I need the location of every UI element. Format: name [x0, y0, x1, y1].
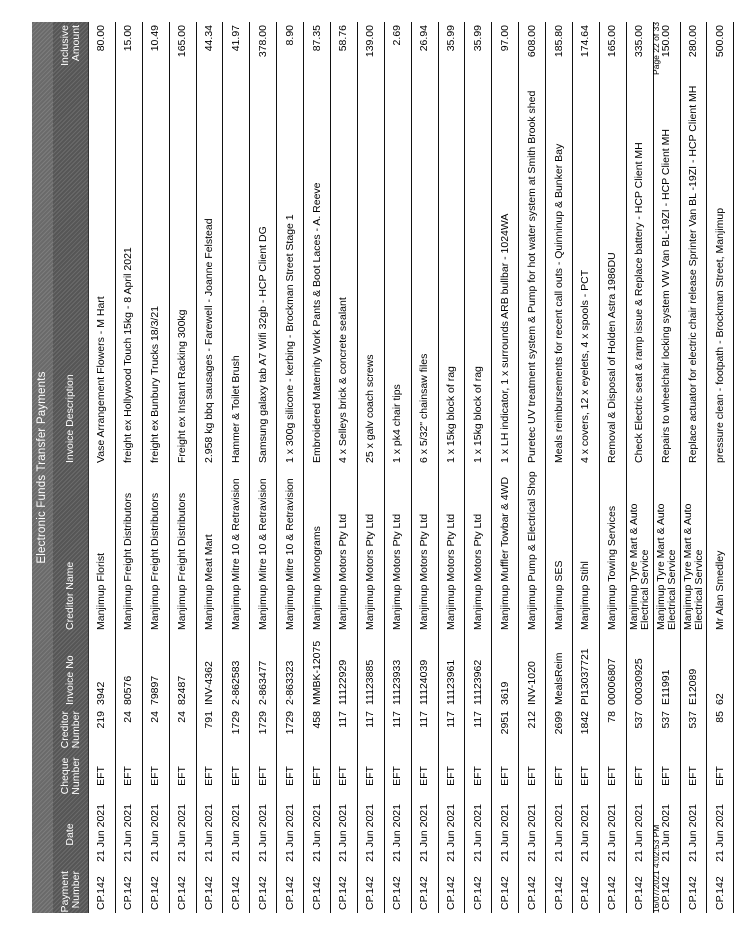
table-row: [277, 22, 304, 913]
creditor-name-cell: Manjimup Tyre Mart & Auto Electrical Service: [654, 503, 678, 630]
cheque-number-cell: EFT: [633, 766, 646, 786]
date-cell: 21 Jun 2021: [498, 804, 511, 862]
amount-cell: 139.00: [364, 25, 377, 58]
date-cell: 21 Jun 2021: [95, 804, 108, 862]
invoice-description-cell: Repairs to wheelchair locking system VW Van BL-19ZI - HCP Client MH: [660, 129, 673, 463]
amount-cell: 280.00: [687, 25, 700, 58]
table-row: [492, 22, 519, 913]
creditor-number-cell: 117: [471, 711, 484, 728]
invoice-no-cell: E11991: [660, 669, 673, 705]
date-cell: 21 Jun 2021: [176, 804, 189, 862]
invoice-description-cell: 1 x 15kg block of rag: [471, 366, 484, 463]
cheque-number-cell: EFT: [337, 766, 350, 786]
date-cell: 21 Jun 2021: [471, 804, 484, 862]
creditor-name-cell: Manjimup Mitre 10 & Retravision: [229, 478, 242, 630]
payment-number-cell: CP.142: [310, 876, 323, 910]
amount-cell: 378.00: [256, 25, 269, 58]
table-row: [707, 22, 734, 913]
column-header-cheque-number: Cheque Number: [58, 757, 82, 795]
date-cell: 21 Jun 2021: [229, 804, 242, 862]
payment-number-cell: CP.142: [579, 876, 592, 910]
table-row: [358, 22, 385, 913]
invoice-description-cell: freight ex Hollywood Touch 15kg - 8 April 2021: [122, 247, 135, 463]
payment-number-cell: CP.142: [687, 876, 700, 910]
table-row: [546, 22, 573, 913]
payment-number-cell: CP.142: [633, 876, 646, 910]
table-row: [519, 22, 546, 913]
payment-number-cell: CP.142: [364, 876, 377, 910]
table-row: [304, 22, 331, 913]
invoice-no-cell: 11123933: [391, 659, 404, 705]
date-cell: 21 Jun 2021: [364, 804, 377, 862]
invoice-description-cell: 4 x covers, 12 x eyelets, 4 x spools - PCT: [579, 269, 592, 463]
column-header-creditor-number: Creditor Number: [58, 711, 82, 749]
invoice-description-cell: 1 x LH indicator, 1 x surrounds ARB bullbar - 1024WA: [498, 213, 511, 463]
creditor-name-cell: Manjimup Motors Pty Ltd: [391, 513, 404, 630]
cheque-number-cell: EFT: [606, 766, 619, 786]
creditor-number-cell: 24: [122, 711, 135, 723]
creditor-name-cell: Manjimup SES: [552, 560, 565, 630]
payment-number-cell: CP.142: [256, 876, 269, 910]
cheque-number-cell: EFT: [283, 766, 296, 786]
amount-cell: 10.49: [149, 25, 162, 52]
payment-number-cell: CP.142: [606, 876, 619, 910]
table-row: [223, 22, 250, 913]
invoice-no-cell: MealsReim: [552, 652, 565, 705]
amount-cell: 97.00: [498, 25, 511, 52]
table-row: [89, 22, 116, 913]
invoice-description-cell: 1 x pk4 chair tips: [391, 384, 404, 463]
payment-number-cell: CP.142: [391, 876, 404, 910]
printed-timestamp: 16/07/2021 4:02:53 PM: [651, 824, 661, 913]
payment-number-cell: CP.142: [471, 876, 484, 910]
column-header-row: [53, 22, 89, 913]
cheque-number-cell: EFT: [471, 766, 484, 786]
table-row: [439, 22, 466, 913]
amount-cell: 26.94: [418, 25, 431, 52]
creditor-name-cell: Manjimup Muffler Towbar & 4WD: [498, 476, 511, 630]
creditor-name-cell: Manjimup Florist: [95, 552, 108, 630]
creditor-number-cell: 537: [687, 711, 700, 729]
invoice-no-cell: 62: [713, 693, 726, 705]
creditor-name-cell: Manjimup Motors Pty Ltd: [337, 513, 350, 630]
page-number: Page 22 of 33: [651, 22, 661, 75]
invoice-no-cell: 00006807: [606, 658, 619, 705]
cheque-number-cell: EFT: [122, 766, 135, 786]
payment-number-cell: CP.142: [203, 876, 215, 910]
creditor-name-cell: Manjimup Freight Distributors: [122, 492, 135, 630]
table-row: [170, 22, 197, 913]
payment-number-cell: CP.142: [122, 876, 135, 910]
column-header-invoice-no: Invoice No: [64, 655, 76, 705]
invoice-no-cell: 11122929: [337, 659, 350, 705]
amount-cell: 165.00: [176, 25, 189, 58]
creditor-name-cell: Manjimup Freight Distributors: [149, 492, 162, 630]
creditor-number-cell: 117: [418, 711, 431, 728]
creditor-name-cell: Manjimup Motors Pty Ltd: [471, 513, 484, 630]
cheque-number-cell: EFT: [579, 766, 592, 786]
date-cell: 21 Jun 2021: [310, 804, 323, 862]
payment-number-cell: CP.142: [525, 876, 538, 910]
invoice-no-cell: 11123962: [471, 659, 484, 705]
date-cell: 21 Jun 2021: [391, 804, 404, 862]
creditor-number-cell: 212: [525, 711, 538, 729]
column-header-date: Date: [64, 823, 76, 846]
invoice-no-cell: INV-4362: [203, 661, 215, 705]
creditor-number-cell: 24: [149, 711, 162, 723]
creditor-number-cell: 1729: [283, 711, 296, 735]
date-cell: 21 Jun 2021: [633, 804, 646, 862]
creditor-number-cell: 78: [606, 711, 619, 723]
cheque-number-cell: EFT: [498, 766, 511, 786]
cheque-number-cell: EFT: [418, 766, 431, 786]
date-cell: 21 Jun 2021: [122, 804, 135, 862]
invoice-description-cell: Puretec UV treatment system & Pump for hot water system at Smith Brook shed: [525, 90, 538, 463]
amount-cell: 58.76: [337, 25, 350, 52]
invoice-description-cell: pressure clean - footpath - Brockman Street, Manjimup: [713, 207, 726, 463]
payment-number-cell: CP.142: [95, 876, 108, 910]
creditor-number-cell: 458: [310, 711, 323, 729]
cheque-number-cell: EFT: [176, 766, 189, 786]
date-cell: 21 Jun 2021: [203, 804, 215, 862]
creditor-number-cell: 1729: [229, 711, 242, 735]
column-header-creditor-name: Creditor Name: [64, 561, 76, 630]
creditor-number-cell: 537: [633, 711, 646, 729]
amount-cell: 174.64: [579, 25, 592, 58]
invoice-description-cell: 2.958 kg bbq sausages - Farewell - Joanne Felstead: [203, 218, 215, 463]
column-header-payment-number: Payment Number: [58, 871, 82, 913]
date-cell: 21 Jun 2021: [552, 804, 565, 862]
creditor-name-cell: Manjimup Freight Distributors: [176, 492, 189, 630]
date-cell: 21 Jun 2021: [256, 804, 269, 862]
invoice-description-cell: 1 x 300g silicone - kerbing - Brockman Street Stage 1: [283, 214, 296, 463]
cheque-number-cell: EFT: [445, 766, 458, 786]
invoice-description-cell: Samsung galaxy tab A7 Wifi 32gb - HCP Client DG: [256, 226, 269, 463]
invoice-no-cell: 2-862583: [229, 660, 242, 705]
table-row: [385, 22, 412, 913]
creditor-name-cell: Manjimup Monograms: [310, 526, 323, 630]
payment-number-cell: CP.142: [149, 876, 162, 910]
date-cell: 21 Jun 2021: [687, 804, 700, 862]
creditor-number-cell: 117: [445, 711, 458, 728]
cheque-number-cell: EFT: [687, 766, 700, 786]
invoice-no-cell: E12089: [687, 668, 700, 705]
invoice-description-cell: Embroidered Maternity Work Pants & Boot Laces - A. Reeve: [310, 182, 323, 463]
amount-cell: 185.80: [552, 25, 565, 58]
invoice-description-cell: Removal & Disposal of Holden Astra 1986DU: [606, 252, 619, 463]
creditor-name-cell: Manjimup Motors Pty Ltd: [445, 513, 458, 630]
invoice-description-cell: Replace actuator for electric chair release Sprinter Van BL -19ZI - HCP Client MH: [687, 85, 700, 463]
invoice-no-cell: INV-1020: [525, 661, 538, 705]
invoice-description-cell: Hammer & Toilet Brush: [229, 355, 242, 463]
invoice-no-cell: 3619: [498, 681, 511, 705]
invoice-description-cell: 4 x Selleys brick & concrete sealant: [337, 297, 350, 463]
table-row: [250, 22, 277, 913]
payment-number-cell: CP.142: [418, 876, 431, 910]
invoice-no-cell: 3942: [95, 681, 108, 705]
creditor-name-cell: Manjimup Stihl: [579, 561, 592, 630]
payment-number-cell: CP.142: [498, 876, 511, 910]
invoice-description-cell: 1 x 15kg block of rag: [445, 366, 458, 463]
invoice-no-cell: 2-863323: [283, 660, 296, 705]
invoice-no-cell: MMBK-12075: [310, 640, 323, 705]
invoice-description-cell: freight ex Bunbury Trucks 18/3/21: [149, 305, 162, 463]
amount-cell: 2.69: [391, 25, 404, 46]
creditor-name-cell: Manjimup Mitre 10 & Retravision: [283, 478, 296, 630]
creditor-name-cell: Manjimup Mitre 10 & Retravision: [256, 478, 269, 630]
invoice-description-cell: 25 x galv coach screws: [364, 354, 377, 463]
invoice-no-cell: 82487: [176, 675, 189, 705]
payment-number-cell: CP.142: [660, 876, 673, 910]
invoice-no-cell: PI13037721: [579, 648, 592, 705]
creditor-number-cell: 117: [337, 711, 350, 728]
table-row: [627, 22, 654, 913]
amount-cell: 41.97: [229, 25, 242, 52]
creditor-name-cell: Manjimup Towing Services: [606, 505, 619, 630]
amount-cell: 335.00: [633, 25, 646, 58]
creditor-number-cell: 219: [95, 711, 108, 729]
table-row: [197, 22, 224, 913]
creditor-name-cell: Manjimup Pump & Electrical Shop: [525, 471, 538, 630]
cheque-number-cell: EFT: [713, 766, 726, 786]
payment-number-cell: CP.142: [337, 876, 350, 910]
payment-number-cell: CP.142: [176, 876, 189, 910]
amount-cell: 80.00: [95, 25, 108, 52]
invoice-description-cell: Check Electric seat & ramp issue & Replace battery - HCP Client MH: [633, 142, 646, 463]
payment-number-cell: CP.142: [229, 876, 242, 910]
payments-report: [32, 22, 734, 913]
invoice-no-cell: 2-863477: [256, 660, 269, 705]
table-row: [681, 22, 708, 913]
creditor-number-cell: 117: [391, 711, 404, 728]
cheque-number-cell: EFT: [660, 766, 673, 786]
cheque-number-cell: EFT: [95, 766, 108, 786]
date-cell: 21 Jun 2021: [606, 804, 619, 862]
invoice-no-cell: 11123885: [364, 659, 377, 705]
date-cell: 21 Jun 2021: [418, 804, 431, 862]
date-cell: 21 Jun 2021: [445, 804, 458, 862]
invoice-no-cell: 11124039: [418, 659, 431, 705]
date-cell: 21 Jun 2021: [337, 804, 350, 862]
creditor-number-cell: 791: [203, 711, 215, 729]
cheque-number-cell: EFT: [364, 766, 377, 786]
date-cell: 21 Jun 2021: [149, 804, 162, 862]
column-header-invoice-description: Invoice Description: [64, 374, 76, 463]
creditor-name-cell: Manjimup Motors Pty Ltd: [418, 513, 431, 630]
cheque-number-cell: EFT: [552, 766, 565, 786]
invoice-no-cell: 79897: [149, 675, 162, 705]
payment-number-cell: CP.142: [445, 876, 458, 910]
creditor-number-cell: 85: [713, 711, 726, 723]
creditor-name-cell: Mr Alan Smedley: [713, 550, 726, 630]
table-row: [654, 22, 681, 913]
creditor-name-cell: Manjimup Tyre Mart & Auto Electrical Service: [681, 503, 705, 630]
creditor-number-cell: 117: [364, 711, 377, 728]
cheque-number-cell: EFT: [203, 766, 215, 786]
creditor-number-cell: 1729: [256, 711, 269, 735]
creditor-name-cell: Manjimup Meat Mart: [203, 534, 215, 630]
invoice-description-cell: Freight ex Instant Racking 300kg: [176, 309, 189, 463]
payments-table-body: [89, 22, 734, 913]
amount-cell: 44.34: [203, 25, 215, 52]
table-row: [143, 22, 170, 913]
cheque-number-cell: EFT: [391, 766, 404, 786]
creditor-name-cell: Manjimup Tyre Mart & Auto Electrical Service: [627, 503, 651, 630]
invoice-no-cell: 80576: [122, 675, 135, 705]
date-cell: 21 Jun 2021: [525, 804, 538, 862]
creditor-number-cell: 2699: [552, 711, 565, 735]
table-row: [600, 22, 627, 913]
invoice-no-cell: 11123961: [445, 659, 458, 705]
date-cell: 21 Jun 2021: [713, 804, 726, 862]
table-row: [465, 22, 492, 913]
date-cell: 21 Jun 2021: [660, 804, 673, 862]
creditor-number-cell: 537: [660, 711, 673, 729]
amount-cell: 608.00: [525, 25, 538, 58]
cheque-number-cell: EFT: [310, 766, 323, 786]
amount-cell: 8.90: [283, 25, 296, 46]
amount-cell: 87.35: [310, 25, 323, 52]
payment-number-cell: CP.142: [283, 876, 296, 910]
table-row: [573, 22, 600, 913]
table-row: [331, 22, 358, 913]
invoice-description-cell: Vase Arrangement Flowers - M Hart: [95, 296, 108, 463]
amount-cell: 165.00: [606, 25, 619, 58]
creditor-number-cell: 2951: [498, 711, 511, 735]
cheque-number-cell: EFT: [525, 766, 538, 786]
creditor-number-cell: 1842: [579, 711, 592, 735]
amount-cell: 35.99: [445, 25, 458, 52]
column-header-inclusive-amount: Inclusive Amount: [58, 25, 82, 66]
creditor-name-cell: Manjimup Motors Pty Ltd: [364, 513, 377, 630]
amount-cell: 500.00: [713, 25, 726, 58]
invoice-description-cell: 6 x 5/32" chainsaw files: [418, 353, 431, 463]
amount-cell: 15.00: [122, 25, 135, 52]
invoice-no-cell: 00030925: [633, 658, 646, 705]
cheque-number-cell: EFT: [149, 766, 162, 786]
creditor-number-cell: 24: [176, 711, 189, 723]
table-row: [412, 22, 439, 913]
cheque-number-cell: EFT: [256, 766, 269, 786]
table-row: [116, 22, 143, 913]
cheque-number-cell: EFT: [229, 766, 242, 786]
payment-number-cell: CP.142: [713, 876, 726, 910]
report-banner: Electronic Funds Transfer Payments: [32, 22, 53, 913]
payment-number-cell: CP.142: [552, 876, 565, 910]
date-cell: 21 Jun 2021: [283, 804, 296, 862]
amount-cell: 150.00: [660, 25, 673, 58]
date-cell: 21 Jun 2021: [579, 804, 592, 862]
amount-cell: 35.99: [471, 25, 484, 52]
invoice-description-cell: Meals reimbursements for recent call outs - Quinninup & Bunker Bay: [552, 143, 565, 463]
